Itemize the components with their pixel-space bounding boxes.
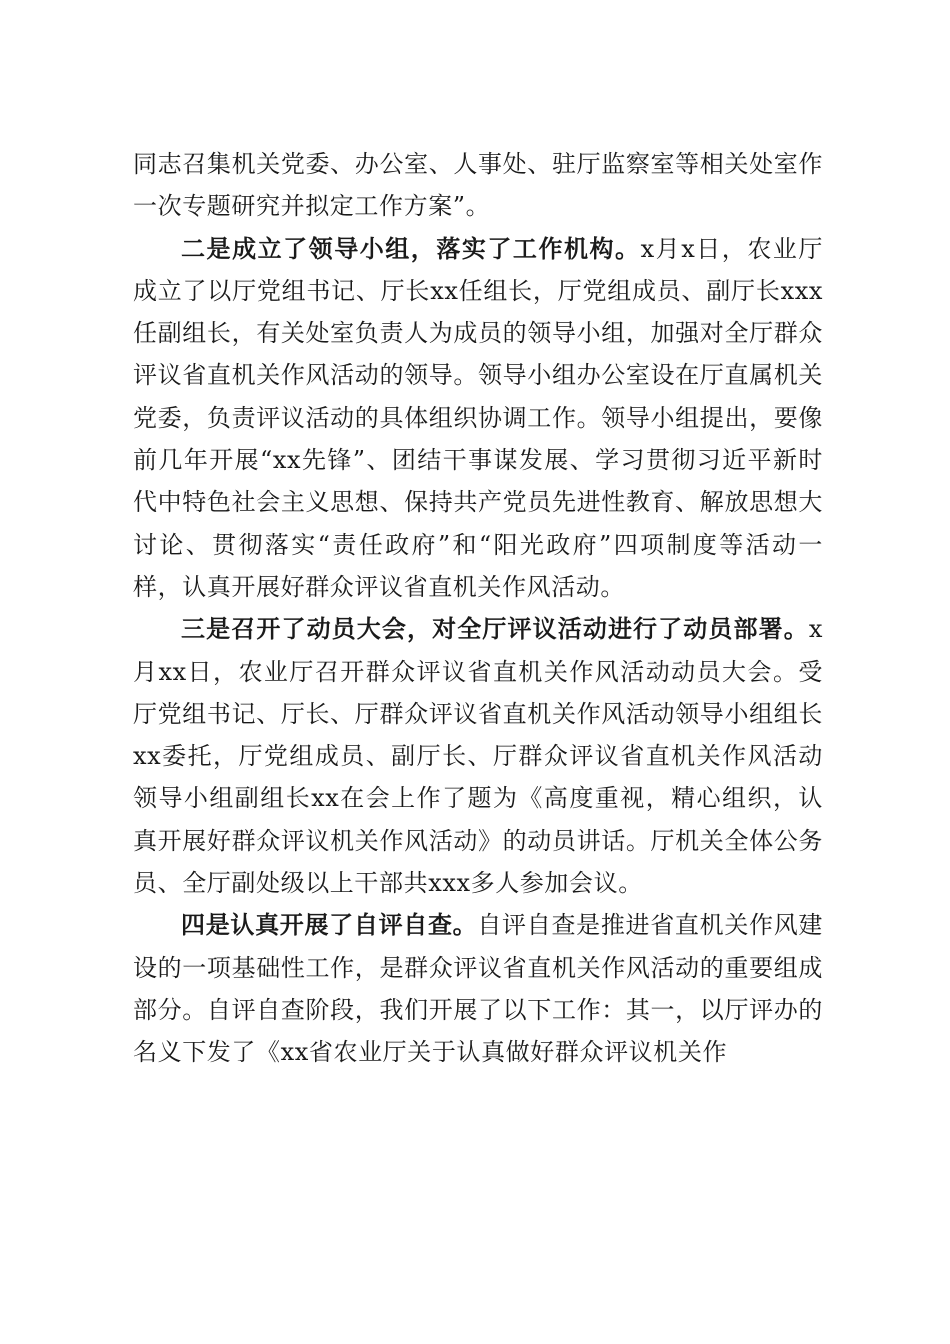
paragraph-self-evaluation: [133, 904, 823, 1073]
paragraph-body: x月x日，农业厅成立了以厅党组书记、厅长xx任组长，厅党组成员、副厅长xxx任副组长，有关处室负责人为成员的领导小组，加强对全厅群众评议省直机关作风活动的领导。领导小组办公室设在厅直属机关党委，负责评议活动的具体组织协调工作。领导小组提出，要像前几年开展“xx先锋”、团结干事谋发展、学习贯彻习近平新时代中特色社会主义思想、保持共产党员先进性教育、解放思想大讨论、贯彻落实“责任政府”和“阳光政府”四项制度等活动一样，认真开展好群众评议省直机关作风活动。: [133, 234, 823, 601]
paragraph-mobilization-meeting: [133, 608, 823, 904]
paragraph-lead: 二是成立了领导小组，落实了工作机构。: [181, 233, 641, 263]
paragraph-body: x月xx日，农业厅召开群众评议省直机关作风活动动员大会。受厅党组书记、厅长、厅群众评议省直机关作风活动领导小组组长xx委托，厅党组成员、副厅长、厅群众评议省直机关作风活动领导小组副组长xx在会上作了题为《高度重视，精心组织，认真开展好群众评议机关作风活动》的动员讲话。厅机关全体公务员、全厅副处级以上干部共xxx多人参加会议。: [133, 615, 823, 898]
paragraph-leadership-group: [133, 228, 823, 609]
paragraph-lead: 三是召开了动员大会，对全厅评议活动进行了动员部署。: [181, 614, 809, 644]
paragraph-lead: 四是认真开展了自评自查。: [181, 910, 478, 940]
paragraph-body: 同志召集机关党委、办公室、人事处、驻厅监察室等相关处室作一次专题研究并拟定工作方案”。: [133, 150, 823, 221]
paragraph-body: 自评自查是推进省直机关作风建设的一项基础性工作，是群众评议省直机关作风活动的重要组成部分。自评自查阶段，我们开展了以下工作：其一，以厅评办的名义下发了《xx省农业厅关于认真做好群众评议机关作: [133, 911, 824, 1067]
paragraph-continuation: [133, 143, 823, 228]
document-body: [133, 143, 823, 1074]
